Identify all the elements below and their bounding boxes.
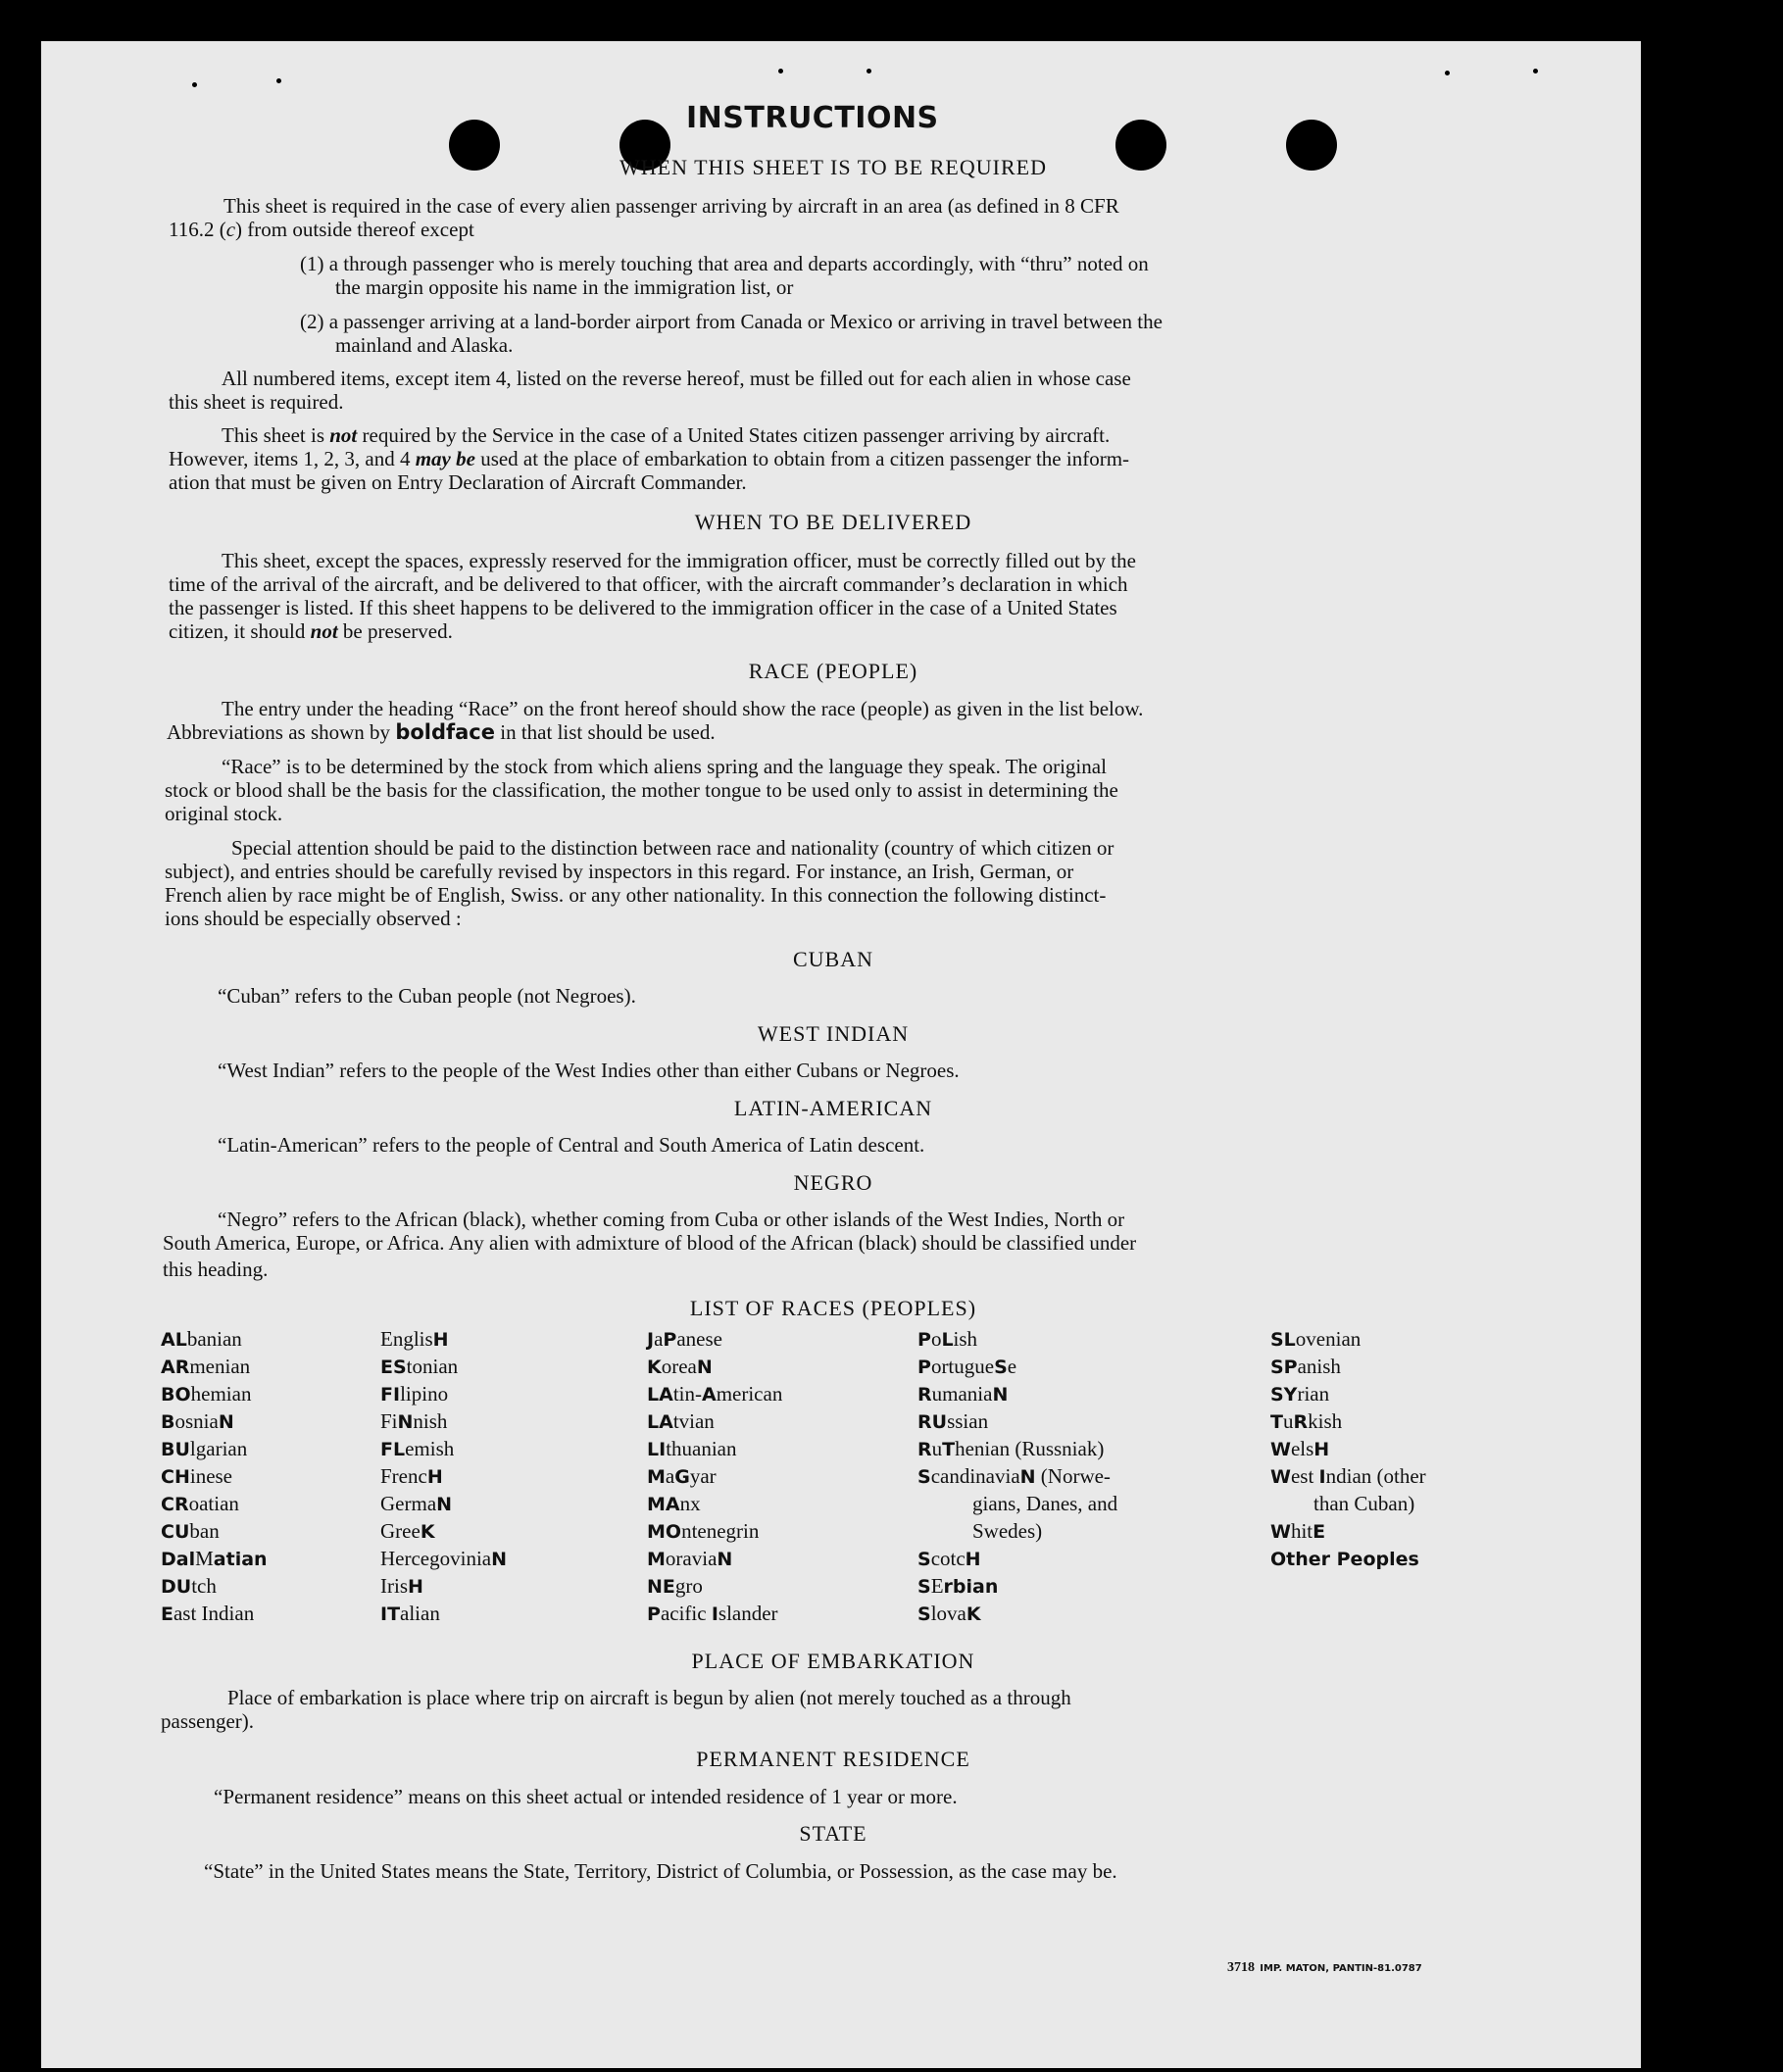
race-abbrev: SY xyxy=(1270,1384,1298,1406)
paragraph-line: passenger). xyxy=(161,1709,255,1733)
race-text: ntenegrin xyxy=(681,1519,760,1543)
paragraph-line: “Negro” refers to the African (black), whether coming from Cuba or other islands of the West Indies, North or xyxy=(218,1208,1125,1231)
race-abbrev: P xyxy=(647,1603,661,1625)
paragraph-line: “Latin-American” refers to the people of Central and South America of Latin descent. xyxy=(218,1133,925,1157)
race-entry xyxy=(1270,1490,1584,1517)
race-entry xyxy=(647,1353,961,1380)
text: citizen, it should xyxy=(169,619,311,643)
race-abbrev: H xyxy=(426,1466,443,1488)
page-title: INSTRUCTIONS xyxy=(686,101,939,135)
race-entry xyxy=(1270,1325,1584,1353)
text: be preserved. xyxy=(337,619,453,643)
race-abbrev: N xyxy=(436,1494,453,1515)
race-text: ast Indian xyxy=(173,1602,255,1625)
section-heading-state: STATE xyxy=(799,1821,867,1846)
text-italic: not xyxy=(329,423,358,447)
race-abbrev: M xyxy=(647,1466,666,1488)
text: required by the Service in the case of a United States citizen passenger arriving by aircraft. xyxy=(357,423,1111,447)
section-heading-negro: NEGRO xyxy=(793,1170,873,1195)
race-entry xyxy=(1270,1380,1584,1407)
race-text: osnia xyxy=(174,1409,219,1433)
race-abbrev: P xyxy=(663,1329,677,1351)
paragraph-line: ation that must be given on Entry Declaration of Aircraft Commander. xyxy=(169,470,747,494)
paragraph-line xyxy=(222,423,1513,448)
race-text: M xyxy=(195,1547,214,1570)
race-abbrev: E xyxy=(161,1603,173,1625)
race-entry xyxy=(1270,1435,1584,1462)
paragraph-line: this sheet is required. xyxy=(169,390,344,414)
speck xyxy=(867,69,871,74)
race-text: gro xyxy=(674,1574,703,1598)
race-text: Swedes) xyxy=(972,1519,1043,1543)
race-entry xyxy=(647,1325,961,1353)
paragraph-line: Place of embarkation is place where trip on aircraft is begun by alien (not merely touched as a through xyxy=(227,1686,1071,1709)
paragraph-line: South America, Europe, or Africa. Any alien with admixture of blood of the African (black) should be classified under xyxy=(163,1231,1137,1255)
race-abbrev: CR xyxy=(161,1494,189,1515)
text-italic: c xyxy=(225,218,236,241)
race-text: a xyxy=(654,1327,664,1351)
race-text: lipino xyxy=(400,1382,449,1406)
section-heading-when-required: WHEN THIS SHEET IS TO BE REQUIRED xyxy=(619,155,1047,179)
race-abbrev: DU xyxy=(161,1576,192,1598)
race-text: than Cuban) xyxy=(1313,1492,1415,1515)
text: used at the place of embarkation to obtain from a citizen passenger the inform- xyxy=(474,447,1130,470)
race-abbrev: W xyxy=(1270,1439,1291,1460)
paragraph-line: original stock. xyxy=(165,802,283,825)
section-heading-cuban: CUBAN xyxy=(792,947,873,971)
section-heading-when-delivered: WHEN TO BE DELIVERED xyxy=(694,510,972,534)
paragraph-line: “West Indian” refers to the people of the West Indies other than either Cubans or Negroes. xyxy=(218,1059,960,1082)
race-entry xyxy=(917,1545,1241,1572)
section-heading-race: RACE (PEOPLE) xyxy=(748,659,918,683)
race-abbrev: K xyxy=(647,1357,662,1378)
race-abbrev: I xyxy=(1318,1466,1326,1488)
race-text: Englis xyxy=(380,1327,433,1351)
race-text: slander xyxy=(718,1602,778,1625)
race-abbrev: M xyxy=(647,1549,666,1570)
race-text: ssian xyxy=(947,1409,989,1433)
race-abbrev: N xyxy=(397,1411,414,1433)
race-abbrev: AL xyxy=(161,1329,187,1351)
race-text: merican xyxy=(716,1382,783,1406)
race-entry xyxy=(1270,1407,1584,1435)
race-entry xyxy=(647,1462,961,1490)
race-entry xyxy=(1270,1462,1584,1490)
race-abbrev: R xyxy=(917,1384,932,1406)
text-italic: not xyxy=(310,619,338,643)
list-item-2-cont: mainland and Alaska. xyxy=(335,333,514,357)
paragraph-line: “Permanent residence” means on this sheet actual or intended residence of 1 year or more. xyxy=(214,1785,958,1808)
race-text: (Norwe- xyxy=(1035,1464,1111,1488)
race-abbrev: S xyxy=(917,1603,931,1625)
race-abbrev: B xyxy=(161,1411,175,1433)
race-abbrev: RU xyxy=(917,1411,948,1433)
race-text: nx xyxy=(679,1492,701,1515)
race-column-5 xyxy=(1270,1325,1584,1572)
race-column-4 xyxy=(917,1325,1241,1627)
race-abbrev: I xyxy=(711,1603,718,1625)
section-heading-west-indian: WEST INDIAN xyxy=(757,1021,910,1046)
race-text: tonian xyxy=(406,1355,459,1378)
race-abbrev: E xyxy=(1312,1521,1326,1543)
paragraph-line: subject), and entries should be carefully revised by inspectors in this regard. For instance, an Irish, German, or xyxy=(165,860,1074,883)
race-text: o xyxy=(930,1327,942,1351)
race-abbrev: N xyxy=(696,1357,713,1378)
race-text: lgarian xyxy=(189,1437,248,1460)
section-heading-list-of-races: LIST OF RACES (PEOPLES) xyxy=(689,1296,977,1320)
paragraph-line: time of the arrival of the aircraft, and be delivered to that officer, with the aircraft commander’s declaration in which xyxy=(169,572,1128,596)
race-text: e xyxy=(1007,1355,1017,1378)
paragraph-line: Special attention should be paid to the distinction between race and nationality (country of which citizen or xyxy=(231,836,1114,860)
race-text: ban xyxy=(189,1519,220,1543)
paragraph-line xyxy=(169,447,1513,471)
race-abbrev: LI xyxy=(647,1439,667,1460)
race-text: els xyxy=(1290,1437,1314,1460)
race-entry xyxy=(917,1517,1241,1545)
race-text: lova xyxy=(930,1602,966,1625)
race-text: tch xyxy=(191,1574,217,1598)
footer xyxy=(1227,1952,1422,1981)
race-abbrev: N xyxy=(218,1411,234,1433)
race-abbrev: LA xyxy=(647,1384,673,1406)
race-text: oatian xyxy=(188,1492,239,1515)
list-item-1: (1) a through passenger who is merely touching that area and departs accordingly, with “thru” noted on xyxy=(300,252,1149,275)
speck xyxy=(192,82,197,87)
text-italic: may be xyxy=(415,447,475,470)
race-text: Germa xyxy=(380,1492,437,1515)
race-text: umania xyxy=(931,1382,993,1406)
race-text: thuanian xyxy=(666,1437,737,1460)
race-entry xyxy=(647,1490,961,1517)
text: 116.2 ( xyxy=(169,218,226,241)
paragraph-line: All numbered items, except item 4, listed on the reverse hereof, must be filled out for each alien in whose case xyxy=(222,367,1131,390)
text: in that list should be used. xyxy=(495,720,716,744)
race-entry xyxy=(917,1490,1241,1517)
race-text: gians, Danes, and xyxy=(972,1492,1118,1515)
speck xyxy=(1445,71,1450,75)
race-abbrev: IT xyxy=(380,1603,401,1625)
race-abbrev: Dal xyxy=(161,1549,196,1570)
race-text: Frenc xyxy=(380,1464,427,1488)
race-abbrev: W xyxy=(1270,1521,1291,1543)
race-abbrev: AR xyxy=(161,1357,190,1378)
race-text: ovenian xyxy=(1295,1327,1362,1351)
paragraph-line: “Cuban” refers to the Cuban people (not Negroes). xyxy=(218,984,636,1008)
race-column-3 xyxy=(647,1325,961,1627)
race-text: menian xyxy=(189,1355,251,1378)
race-abbrev: H xyxy=(408,1576,423,1598)
race-entry xyxy=(917,1600,1241,1627)
race-text: oravia xyxy=(665,1547,718,1570)
paragraph-line: stock or blood shall be the basis for the classification, the mother tongue to be used only to assist in determining the xyxy=(165,778,1118,802)
race-abbrev: CU xyxy=(161,1521,190,1543)
race-entry xyxy=(917,1325,1241,1353)
race-abbrev: SL xyxy=(1270,1329,1296,1351)
text: This sheet is required in the case of every alien passenger arriving by aircraft in an area (as defined in 8 CFR xyxy=(223,194,1119,218)
race-abbrev: A xyxy=(701,1384,717,1406)
race-abbrev: NE xyxy=(647,1576,675,1598)
race-abbrev: BO xyxy=(161,1384,191,1406)
race-entry xyxy=(647,1572,961,1600)
race-text: inese xyxy=(189,1464,233,1488)
paragraph-line xyxy=(169,619,1511,644)
paragraph-line: the passenger is listed. If this sheet happens to be delivered to the immigration officer in the case of a United States xyxy=(169,596,1117,619)
race-text: cotc xyxy=(930,1547,966,1570)
race-abbrev: LA xyxy=(647,1411,673,1433)
race-entry xyxy=(917,1407,1241,1435)
race-abbrev: rbian xyxy=(943,1576,999,1598)
race-entry xyxy=(647,1407,961,1435)
race-text: ortugue xyxy=(930,1355,995,1378)
race-entry xyxy=(1270,1353,1584,1380)
race-abbrev: N xyxy=(1019,1466,1036,1488)
paragraph-line: “State” in the United States means the State, Territory, District of Columbia, or Possession, as the case may be. xyxy=(204,1859,1117,1883)
race-abbrev: ES xyxy=(380,1357,407,1378)
race-entry xyxy=(647,1545,961,1572)
race-abbrev: BU xyxy=(161,1439,190,1460)
race-abbrev: N xyxy=(717,1549,733,1570)
race-abbrev: atian xyxy=(213,1549,268,1570)
race-abbrev: T xyxy=(1270,1411,1283,1433)
race-entry xyxy=(917,1353,1241,1380)
race-text: tin- xyxy=(672,1382,702,1406)
race-entry xyxy=(647,1435,961,1462)
race-text: a xyxy=(665,1464,675,1488)
race-text: banian xyxy=(186,1327,242,1351)
race-text: ish xyxy=(953,1327,978,1351)
race-text: hit xyxy=(1290,1519,1313,1543)
race-text: hemian xyxy=(190,1382,252,1406)
race-text: emish xyxy=(405,1437,455,1460)
race-abbrev: G xyxy=(674,1466,690,1488)
list-item-1-cont: the margin opposite his name in the immigration list, or xyxy=(335,275,794,299)
text: ) from outside thereof except xyxy=(235,218,474,241)
paragraph-line xyxy=(169,218,1511,242)
race-text: anese xyxy=(676,1327,722,1351)
race-text: est xyxy=(1290,1464,1319,1488)
text: Abbreviations as shown by xyxy=(167,720,396,744)
race-text: u xyxy=(931,1437,943,1460)
race-abbrev: FL xyxy=(380,1439,406,1460)
race-text: E xyxy=(930,1574,944,1598)
section-heading-embarkation: PLACE OF EMBARKATION xyxy=(691,1649,975,1673)
race-text: acific xyxy=(660,1602,712,1625)
speck xyxy=(276,78,281,83)
race-abbrev: S xyxy=(994,1357,1008,1378)
paragraph-line: this heading. xyxy=(163,1258,269,1281)
race-abbrev: FI xyxy=(380,1384,401,1406)
race-abbrev: Other Peoples xyxy=(1270,1549,1419,1570)
paragraph-line: The entry under the heading “Race” on the front hereof should show the race (people) as given in the list below. xyxy=(222,697,1144,720)
race-text: Gree xyxy=(380,1519,421,1543)
paragraph-line xyxy=(167,720,1510,745)
race-abbrev: L xyxy=(941,1329,954,1351)
race-text: rian xyxy=(1297,1382,1330,1406)
race-abbrev: T xyxy=(942,1439,956,1460)
race-text: alian xyxy=(400,1602,440,1625)
race-abbrev: H xyxy=(1313,1439,1330,1460)
race-text: Iris xyxy=(380,1574,408,1598)
race-entry xyxy=(917,1572,1241,1600)
race-abbrev: H xyxy=(965,1549,981,1570)
speck xyxy=(1533,69,1538,74)
printer-imprint: IMP. MATON, PANTIN-81.0787 xyxy=(1260,1963,1422,1974)
race-abbrev: R xyxy=(917,1439,932,1460)
race-text: Hercegovinia xyxy=(380,1547,492,1570)
text: This sheet is xyxy=(222,423,330,447)
race-abbrev: N xyxy=(992,1384,1009,1406)
race-entry xyxy=(1270,1517,1584,1545)
race-abbrev: W xyxy=(1270,1466,1291,1488)
race-abbrev: CH xyxy=(161,1466,190,1488)
race-abbrev: H xyxy=(432,1329,449,1351)
speck xyxy=(778,69,783,74)
race-abbrev: SP xyxy=(1270,1357,1298,1378)
race-text: nish xyxy=(413,1409,448,1433)
section-heading-permanent-residence: PERMANENT RESIDENCE xyxy=(696,1747,970,1771)
paragraph-line: French alien by race might be of English, Swiss. or any other nationality. In this connection the following distinct- xyxy=(165,883,1107,907)
race-entry xyxy=(917,1380,1241,1407)
race-abbrev: S xyxy=(917,1576,931,1598)
race-text: u xyxy=(1282,1409,1294,1433)
text-bold: boldface xyxy=(395,720,496,744)
race-abbrev: P xyxy=(917,1357,931,1378)
race-abbrev: MA xyxy=(647,1494,680,1515)
race-text: henian (Russniak) xyxy=(955,1437,1105,1460)
list-item-2: (2) a passenger arriving at a land-border airport from Canada or Mexico or arriving in travel between the xyxy=(300,310,1163,333)
race-abbrev: J xyxy=(647,1329,655,1351)
paragraph-line xyxy=(223,194,1515,219)
race-entry xyxy=(647,1380,961,1407)
race-entry xyxy=(1270,1545,1584,1572)
section-heading-latin-american: LATIN-AMERICAN xyxy=(733,1096,933,1120)
race-abbrev: S xyxy=(917,1549,931,1570)
race-text: kish xyxy=(1308,1409,1343,1433)
race-abbrev: P xyxy=(917,1329,931,1351)
race-abbrev: R xyxy=(1293,1411,1309,1433)
race-entry xyxy=(647,1517,961,1545)
paragraph-line: ions should be especially observed : xyxy=(165,907,462,930)
race-abbrev: MO xyxy=(647,1521,682,1543)
race-text: anish xyxy=(1297,1355,1341,1378)
paragraph-line: “Race” is to be determined by the stock from which aliens spring and the language they speak. The original xyxy=(222,755,1107,778)
race-abbrev: K xyxy=(420,1521,435,1543)
race-entry xyxy=(917,1435,1241,1462)
race-text: yar xyxy=(689,1464,717,1488)
race-entry xyxy=(647,1600,961,1627)
race-abbrev: S xyxy=(917,1466,931,1488)
race-text: tvian xyxy=(672,1409,715,1433)
race-abbrev: N xyxy=(491,1549,508,1570)
form-number: 3718 xyxy=(1227,1960,1255,1975)
race-text: ndian (other xyxy=(1325,1464,1426,1488)
text: However, items 1, 2, 3, and 4 xyxy=(169,447,416,470)
race-text: candinavia xyxy=(930,1464,1020,1488)
paragraph-line: This sheet, except the spaces, expressly reserved for the immigration officer, must be correctly filled out by the xyxy=(222,549,1136,572)
race-abbrev: K xyxy=(966,1603,981,1625)
race-entry xyxy=(917,1462,1241,1490)
race-text: Fi xyxy=(380,1409,398,1433)
race-text: orea xyxy=(661,1355,697,1378)
